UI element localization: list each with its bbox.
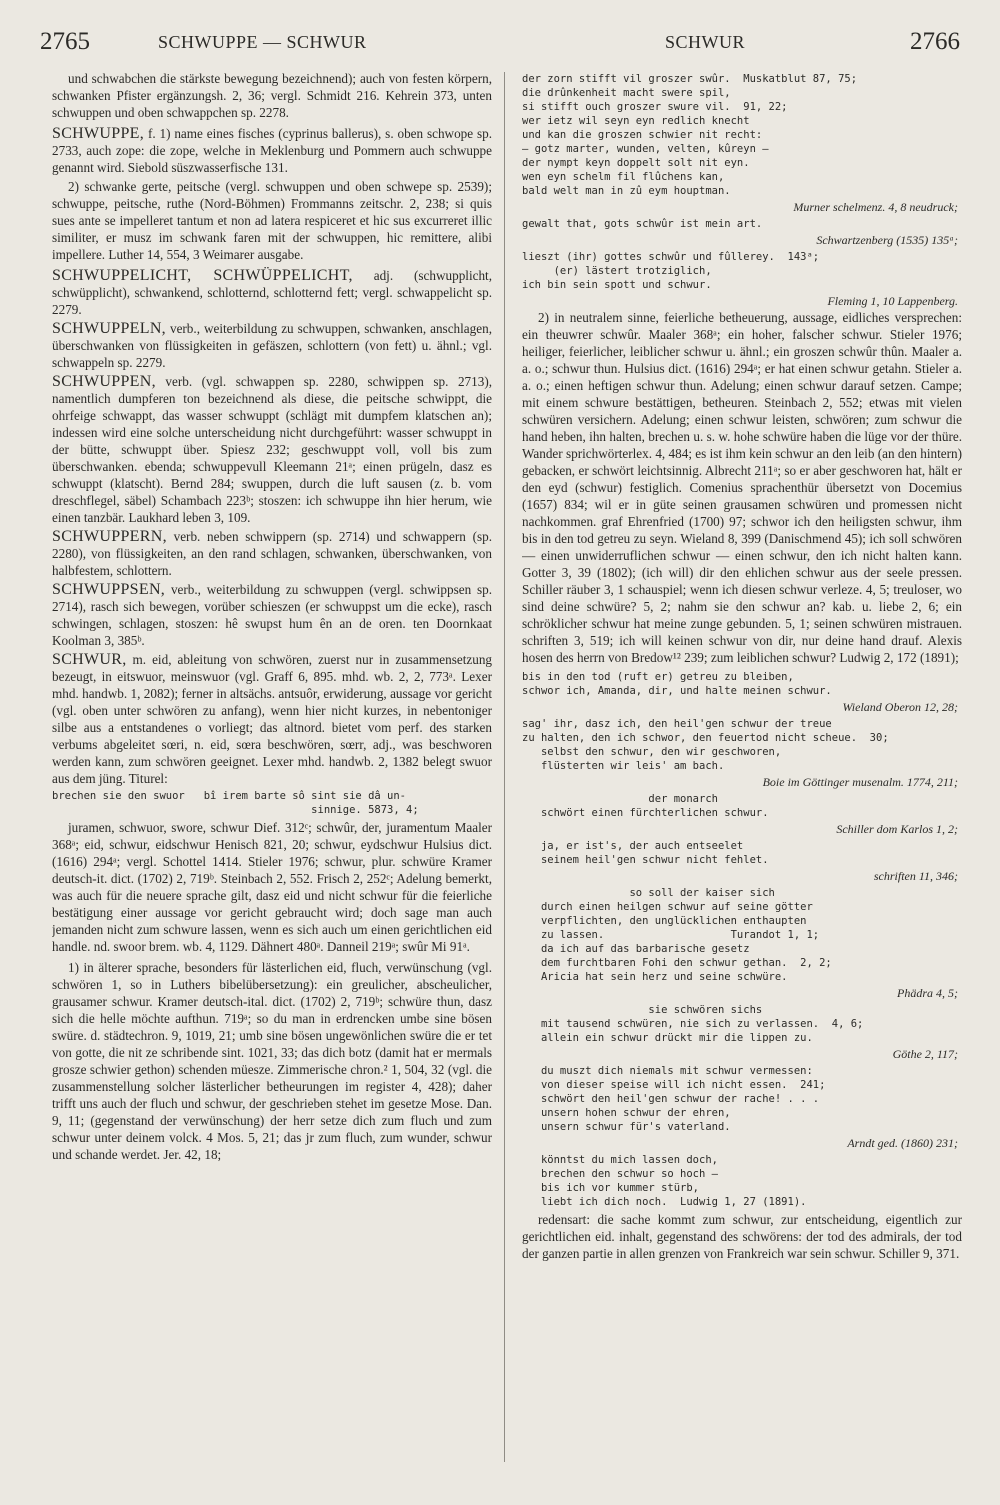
- verse-quote: [522, 670, 962, 698]
- entry-lemma: SCHWUR,: [52, 651, 127, 668]
- verse-line: sie schwören sichs: [522, 1004, 763, 1016]
- verse-quote: [52, 789, 492, 817]
- verse-line: si stifft ouch groszer swure vil. 91, 22;: [522, 101, 788, 113]
- headword-left: SCHWUPPE — SCHWUR: [158, 32, 367, 52]
- headword-right: SCHWUR: [665, 32, 746, 52]
- source-citation: Schiller dom Karlos 1, 2;: [836, 822, 958, 836]
- verse-quote: [522, 1153, 962, 1209]
- right-column: [522, 70, 962, 1480]
- source-citation: schriften 11, 346;: [873, 869, 958, 883]
- verse-line: seinem heil'gen schwur nicht fehlet.: [522, 854, 769, 866]
- verse-line: so soll der kaiser sich: [522, 887, 775, 899]
- verse-line: sinnige. 5873, 4;: [52, 804, 419, 816]
- verse-quote: [522, 792, 962, 820]
- verse-line: und kan die groszen schwier nit recht:: [522, 129, 763, 141]
- dictionary-entry: [52, 125, 492, 176]
- verse-line: der zorn stifft vil groszer swûr. Muskatblut 87, 75;: [522, 73, 858, 85]
- verse-line: brechen sie den swuor bî irem barte sô sint sie dâ un-: [52, 790, 407, 802]
- verse-line: der nympt keyn doppelt solt nit eyn.: [522, 157, 750, 169]
- column-rule: [504, 72, 505, 1462]
- verse-line: selbst den schwur, den wir geschworen,: [522, 746, 782, 758]
- entry-text: f. 1) name eines fisches (cyprinus ballerus), s. oben schwope sp. 2733, auch zope: die zope, welche in Meklenburg und Pommern auch schwuppe genannt wird. Siebold süszwasserfische 131.: [52, 126, 492, 175]
- verse-line: da ich auf das barbarische gesetz: [522, 943, 750, 955]
- source-citation: Wieland Oberon 12, 28;: [842, 700, 958, 714]
- verse-line: du muszt dich niemals mit schwur vermessen:: [522, 1065, 813, 1077]
- verse-line: unsern hohen schwur der ehren,: [522, 1107, 731, 1119]
- source-citation: Göthe 2, 117;: [892, 1047, 958, 1061]
- verse-line: — gotz marter, wunden, velten, kûreyn —: [522, 143, 769, 155]
- verse-quote: [522, 886, 962, 984]
- verse-line: gewalt that, gots schwûr ist mein art.: [522, 218, 763, 230]
- verse-quote: [522, 717, 962, 773]
- entry-lemma: SCHWUPPEN,: [52, 373, 156, 390]
- verse-line: ja, er ist's, der auch entseelet: [522, 840, 744, 852]
- verse-line: wen eyn schelm fil flûchens kan,: [522, 171, 725, 183]
- verse-line: bald welt man in zû eym houptman.: [522, 185, 731, 197]
- source-citation: Arndt ged. (1860) 231;: [847, 1136, 958, 1150]
- entry-lemma: SCHWUPPE,: [52, 125, 145, 142]
- verse-line: schwört einen fürchterlichen schwur.: [522, 807, 769, 819]
- verse-line: bis ich vor kummer stürb,: [522, 1182, 700, 1194]
- verse-line: lieszt (ihr) gottes schwûr und fûllerey. 143ᵃ;: [522, 251, 820, 263]
- verse-line: könntst du mich lassen doch,: [522, 1154, 718, 1166]
- source-citation: Phädra 4, 5;: [897, 986, 958, 1000]
- verse-line: durch einen heilgen schwur auf seine götter: [522, 901, 813, 913]
- entry-text: adj. (schwupplicht, schwüpplicht), schwankend, schlotternd, schlotternd fett; vergl. schwappelicht sp. 2279.: [52, 268, 492, 317]
- paragraph: und schwabchen die stärkste bewegung bezeichnend); auch von festen körpern, schwanken Pfister ergänzungsh. 2, 36; vergl. Schmidt 216. Kehrein 373, unten schwuppen und oben schwappchen sp. 2278.: [52, 71, 492, 120]
- entry-text: verb., weiterbildung zu schwuppen, schwanken, anschlagen, überschwanken von flüssigkeiten in gefäszen, schlottern (von fett) u. ähnl.; vgl. schwappeln sp. 2279.: [52, 321, 492, 370]
- verse-line: allein ein schwur drückt mir die lippen zu.: [522, 1032, 813, 1044]
- verse-line: die drûnkenheit macht swere spil,: [522, 87, 731, 99]
- page-number-right: 2766: [910, 28, 960, 55]
- dictionary-entry: [52, 320, 492, 371]
- verse-line: Aricia hat sein herz und seine schwüre.: [522, 971, 788, 983]
- source-citation: Murner schelmenz. 4, 8 neudruck;: [793, 200, 958, 214]
- verse-line: wer ietz wil seyn eyn redlich knecht: [522, 115, 750, 127]
- paragraph: 2) in neutralem sinne, feierliche betheuerung, aussage, eidliches versprechen: ein theuwrer schwûr. Maaler 368ᵃ; ein hoher, falscher schwur. Stieler 1976; heiliger, feierlicher, leiblicher schwur u. ähnl.; ein groszen schwûr thûn. Maaler a. a. o.; schwur thun. Hulsius dict. (1616) 294ᵃ; er hat einen schwur getahn. Stieler a. a. o.; einen heftigen schwur thun. Adelung; einen schwur darauf setzen. Campe; mit einem schwure bestättigen, betheuren. Steinbach 2, 552; etwas mit vielen schwüren versichern. Adelung; einen schwur leisten, schwören; zum schwur die hand heben, ihn halten, brechen u. s. w. hohe schwüre haben die lüge vor der thüre. Wander sprichwörterlex. 4, 484; es ist ihm kein schwur an den leib (an den hintern) gebacken, er schwört leichtsinnig. Albrecht 211ᵃ; so er aber geschworen hat, hält er den eyd (schwur) festiglich. Comenius sprachenthür übersetzt von Docemius (1657) 834; wil er in güte seinen grausamen schwüren und promessen nicht nachkommen. graf Ehrenfried (1700) 97; schwor ich den heiligsten schwur, ihm bis in den tod getreu zu seyn. Wieland 8, 399 (Danischmend 45); ich soll schwören — einen unwiderruflichen schwur — einen schwur, den ich nicht halten kann. Gotter 3, 39 (1802); (ich will) dir den ehlichen schwur aus der seele pressen. Schiller räuber 3, 1 schauspiel; wenn ich diesen schwur verleze. 4, 5; treuloser, wo sind deine schwüre? 5, 2; nahm sie den schwur an? kab. u. liebe 2, 6; ein schröklicher schwur hat meine zunge gebunden. 5, 1; seinen schwüren mistrauen. schriften 3, 519; ich will keinen schwur von dir, nur deine hand drauf. Alexis hosen des herrn von Bredow¹² 239; zum leiblichen schwur? Ludwig 2, 172 (1891);: [522, 310, 962, 665]
- dictionary-entry: [52, 581, 492, 649]
- source-citation: Schwartzenberg (1535) 135ᵃ;: [816, 233, 958, 247]
- verse-quote: [522, 839, 962, 867]
- entry-text: verb. neben schwippern (sp. 2714) und schwappern (sp. 2280), von flüssigkeiten, an den rand schlagen, schwanken, überschwanken, von halbfestem, schlottern.: [52, 529, 492, 578]
- entry-text: verb. (vgl. schwappen sp. 2280, schwippen sp. 2713), namentlich dumpferen ton bezeichnend als diese, die peitsche schwippt, die ohrfeige schwappt, das wasser schwuppt (schlägt mit dumpfem klatschen an); indessen wird eine solche unterscheidung nicht durchgeführt: wasser schwuppt in der bütte, schwuppt über. Spiesz 232; geschwuppt voll, voll bis zum überschwanken. ebenda; schwuppevull Kleemann 21ᵃ; einen prügeln, dasz es schwuppt (klatscht). Bernd 284; swuppen, durch die luft sausen (z. b. vom dreschflegel, säbel) Schambach 223ᵇ; stoszen: ich schwuppe ihn hier herum, wie einen tanzbär. Laukhard leben 3, 109.: [52, 374, 492, 525]
- verse-line: flüsterten wir leis' am bach.: [522, 760, 725, 772]
- verse-line: unsern schwur für's vaterland.: [522, 1121, 731, 1133]
- verse-line: brechen den schwur so hoch —: [522, 1168, 718, 1180]
- verse-line: zu halten, den ich schwor, den feuertod nicht scheue. 30;: [522, 732, 889, 744]
- paragraph: 2) schwanke gerte, peitsche (vergl. schwuppen und oben schwepe sp. 2539); schwuppe, peitsche, ruthe (Nord-Böhmen) Frommanns zeitschr. 2, 238; si quis sues ante se impelleret tantum et non ad latera respiceret et hic sus excurreret illic similiter, er musz im schwank faren mit der schwuppen, hic remittere, alibi impellere. Luther 14, 554, 3 Weimarer ausgabe.: [52, 179, 492, 262]
- dictionary-entry: [52, 373, 492, 526]
- verse-line: dem furchtbaren Fohi den schwur gethan. 2, 2;: [522, 957, 832, 969]
- verse-line: liebt ich dich noch. Ludwig 1, 27 (1891).: [522, 1196, 807, 1208]
- verse-line: schwor ich, Amanda, dir, und halte meinen schwur.: [522, 685, 832, 697]
- verse-line: sag' ihr, dasz ich, den heil'gen schwur der treue: [522, 718, 832, 730]
- paragraph: juramen, schwuor, swore, schwur Dief. 312ᶜ; schwûr, der, juramentum Maaler 368ᵃ; eid, schwur, eidschwur Henisch 821, 20; schwur, eydschwur Hulsius dict. (1616) 294ᵃ; vergl. Schottel 1414. Stieler 1976; schwur, plur. schwüre Kramer deutsch-it. dict. (1702) 2, 719ᵇ. Steinbach 2, 552. Frisch 2, 252ᶜ; Adelung bemerkt, was auch für die neuere sprache gilt, dasz eid und nicht schwur für die feierliche bestätigung einer aussage vor gericht gebraucht wird; doch sage man auch jemanden nicht zum schwure lassen, wenn es sich auch um einen gerichtlichen eid handle. nd. swoor brem. wb. 4, 1129. Dähnert 480ᵃ. Danneil 219ᵃ; swûr Mi 91ᵃ.: [52, 820, 492, 954]
- page-number-left: 2765: [40, 28, 90, 55]
- verse-line: zu lassen. Turandot 1, 1;: [522, 929, 820, 941]
- paragraph: redensart: die sache kommt zum schwur, zur entscheidung, eigentlich zur gerichtlichen eid. inhalt, gegenstand des schwörens: der tod des admirals, der tod der ganzen partie in allen grenzen von Frankreich war sein schwur. Schiller 9, 371.: [522, 1212, 962, 1261]
- verse-quote: [522, 1064, 962, 1134]
- left-column: [52, 70, 492, 1480]
- entry-lemma: SCHWUPPERN,: [52, 528, 167, 545]
- verse-line: verpflichten, den unglücklichen enthaupten: [522, 915, 807, 927]
- verse-line: von dieser speise will ich nicht essen. 241;: [522, 1079, 826, 1091]
- verse-quote: [522, 72, 962, 198]
- running-head: [40, 28, 960, 62]
- verse-line: schwört den heil'gen schwur der rache! . . .: [522, 1093, 820, 1105]
- source-citation: Fleming 1, 10 Lappenberg.: [827, 294, 958, 308]
- entry-lemma: SCHWUPPSEN,: [52, 581, 166, 598]
- entry-text: verb., weiterbildung zu schwuppen (vergl. schwippsen sp. 2714), rasch sich bewegen, vorüber schieszen (er schwuppst um die ecke), rasch schwingen, schlagen, stoszen: hê swupst hum ên an de oren. ten Doornkaat Koolman 3, 385ᵇ.: [52, 582, 492, 648]
- paragraph: 1) in älterer sprache, besonders für lästerlichen eid, fluch, verwünschung (vgl. schwören 1, so in Luthers bibelübersetzung): ein greulicher, abscheulicher, grausamer schwur. Kramer deutsch-ital. dict. (1702) 2, 719ᵇ; schwüre thun, dasz sich die helle möchte aufthun. 719ᵃ; so du man in erdrencken umbe sine bösen swüre. d. städtechron. 9, 1019, 21; umb sine bösen ungewönlichen swüre die er tet von gotte, die nit ze schribende sint. 1021, 33; das dich botz (damit hat er mermals grosze schwier gethon) schenden müesze. Zimmerische chron.² 1, 504, 32 (vgl. die zusammenstellung solcher lästerlicher betheurungen im register 4, 428); daher trifft uns auch der fluch und schwur, der geschrieben stehet im gesetze Mose. Dan. 9, 11; (gegenstand der verwünschung) der herr setze dich zum fluch und zum schwur unter deinem volck. 4 Mos. 5, 21; das jr zum fluch, zum wunder, schwur und schande werdet. Jer. 42, 18;: [52, 960, 492, 1162]
- entry-lemma: SCHWUPPELN,: [52, 320, 166, 337]
- verse-line: der monarch: [522, 793, 718, 805]
- verse-quote: [522, 250, 962, 292]
- entry-text: m. eid, ableitung von schwören, zuerst nur in zusammensetzung bezeugt, in eitswuor, meinswuor (vgl. Graff 6, 895. mhd. wb. 2, 2, 773ᵃ. Lexer mhd. handwb. 1, 2082); ferner in altsächs. antsuôr, erwiderung, aussage vor gericht (vgl. oben unter schwören zu anfang), wenn hier nicht kurzes, in nebentoniger silbe aus a entstandenes o vorliegt; das altnord. bietet vom perf. des starken verbums abgeleitet sœri, n. eid, sœra beschwören, sœrr, adj., was beschworen werden kann, zum schwören geeignet. Lexer mhd. handwb. 2, 1382 belegt swuor aus dem jüng. Titurel:: [52, 652, 492, 786]
- verse-quote: [522, 217, 962, 231]
- verse-quote: [522, 1003, 962, 1045]
- entry-lemma: SCHWUPPELICHT, SCHWÜPPELICHT,: [52, 267, 353, 284]
- dictionary-entry: [52, 267, 492, 318]
- dictionary-entry: [52, 651, 492, 787]
- verse-line: bis in den tod (ruft er) getreu zu bleiben,: [522, 671, 794, 683]
- verse-line: mit tausend schwüren, nie sich zu verlassen. 4, 6;: [522, 1018, 864, 1030]
- source-citation: Boie im Göttinger musenalm. 1774, 211;: [762, 775, 958, 789]
- dictionary-entry: [52, 528, 492, 579]
- verse-line: ich bin sein spott und schwur.: [522, 279, 712, 291]
- verse-line: (er) lästert trotziglich,: [522, 265, 712, 277]
